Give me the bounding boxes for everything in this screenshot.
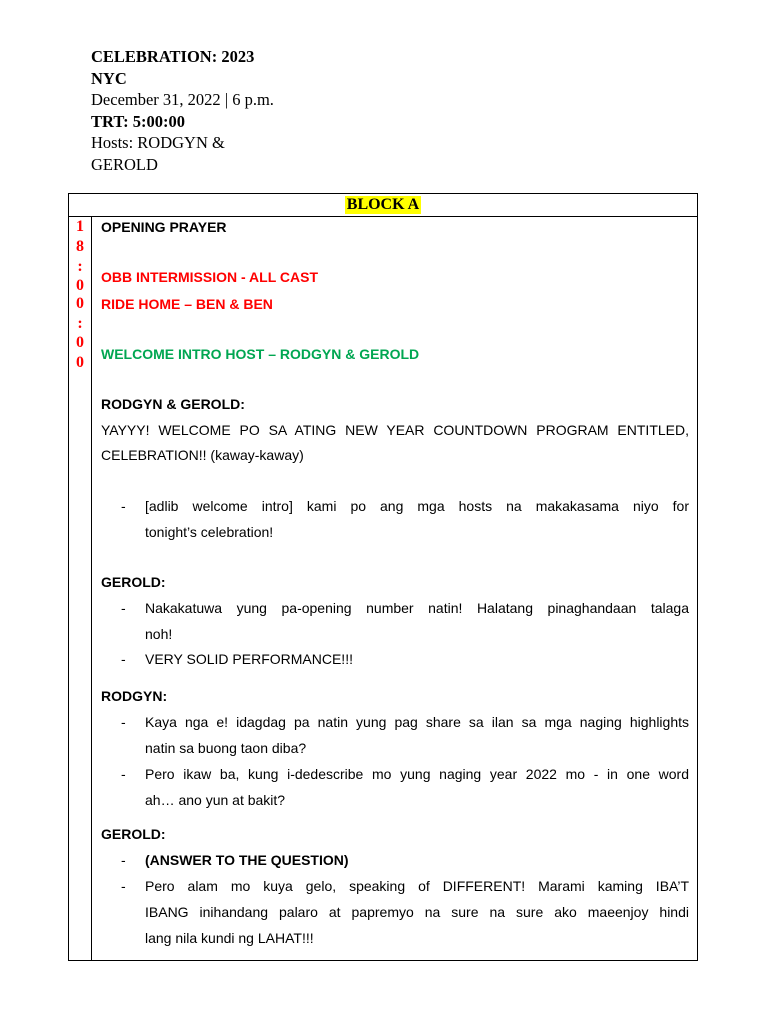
time-char: 0: [76, 354, 84, 371]
speaker-label: RODGYN:: [101, 688, 168, 704]
dialogue-bullet: VERY SOLID PERFORMANCE!!!: [145, 651, 353, 667]
show-runtime: TRT: 5:00:00: [91, 111, 185, 131]
time-char: 8: [76, 238, 84, 255]
bullet-dash: -: [121, 651, 126, 667]
dialogue-bullet: natin sa buong taon diba?: [145, 740, 307, 756]
time-char: :: [77, 258, 83, 275]
dialogue-bullet: Nakakatuwa yung pa-opening number natin! Halatang pinaghandaan talaga: [145, 600, 689, 616]
dialogue-bullet: Pero alam mo kuya gelo, speaking of DIFFERENT! Marami kaming IBA’T: [145, 878, 689, 894]
dialogue-bullet: ah… ano yun at bakit?: [145, 792, 286, 808]
time-char: 0: [76, 295, 84, 312]
time-char: 0: [76, 277, 84, 294]
bullet-dash: -: [121, 766, 126, 782]
segment-opening-prayer: OPENING PRAYER: [101, 219, 227, 235]
bullet-dash: -: [121, 852, 126, 868]
speaker-label: RODGYN & GEROLD:: [101, 396, 245, 412]
segment-ride-home: RIDE HOME – BEN & BEN: [101, 296, 273, 312]
document-header: [91, 46, 274, 175]
segment-welcome-intro: WELCOME INTRO HOST – RODGYN & GEROLD: [101, 346, 420, 362]
dialogue-line: YAYYY! WELCOME PO SA ATING NEW YEAR COUNTDOWN PROGRAM ENTITLED,: [101, 422, 689, 438]
script-table: [68, 193, 698, 961]
dialogue-bullet: tonight’s celebration!: [145, 524, 274, 540]
dialogue-bullet: IBANG inihandang palaro at papremyo na sure na sure ako maeenjoy hindi: [145, 904, 689, 920]
segment-obb-intermission: OBB INTERMISSION - ALL CAST: [101, 269, 318, 285]
dialogue-bullet: Pero ikaw ba, kung i-dedescribe mo yung naging year 2022 mo - in one word: [145, 766, 689, 782]
bullet-dash: -: [121, 498, 126, 514]
bullet-dash: -: [121, 600, 126, 616]
show-title: CELEBRATION: 2023: [91, 47, 255, 66]
block-header-row: [69, 194, 697, 217]
show-hosts-line1: Hosts: RODGYN &: [91, 133, 225, 152]
dialogue-bullet: (ANSWER TO THE QUESTION): [145, 852, 349, 868]
block-title: BLOCK A: [346, 196, 420, 213]
bullet-dash: -: [121, 714, 126, 730]
script-content: [101, 216, 689, 960]
dialogue-bullet: Kaya nga e! idagdag pa natin yung pag share sa ilan sa mga naging highlights: [145, 714, 689, 730]
dialogue-line: CELEBRATION!! (kaway-kaway): [101, 447, 304, 463]
time-char: 1: [76, 218, 84, 235]
show-hosts-line2: GEROLD: [91, 154, 158, 174]
dialogue-bullet: [adlib welcome intro] kami po ang mga hosts na makakasama niyo for: [145, 498, 689, 514]
dialogue-bullet: lang nila kundi ng LAHAT!!!: [145, 930, 314, 946]
speaker-label: GEROLD:: [101, 574, 166, 590]
time-char: :: [77, 315, 83, 332]
time-char: 0: [76, 334, 84, 351]
show-date: December 31, 2022 | 6 p.m.: [91, 90, 274, 109]
dialogue-bullet: noh!: [145, 626, 173, 642]
show-location: NYC: [91, 68, 127, 88]
bullet-dash: -: [121, 878, 126, 894]
speaker-label: GEROLD:: [101, 826, 166, 842]
time-column: [69, 216, 92, 960]
